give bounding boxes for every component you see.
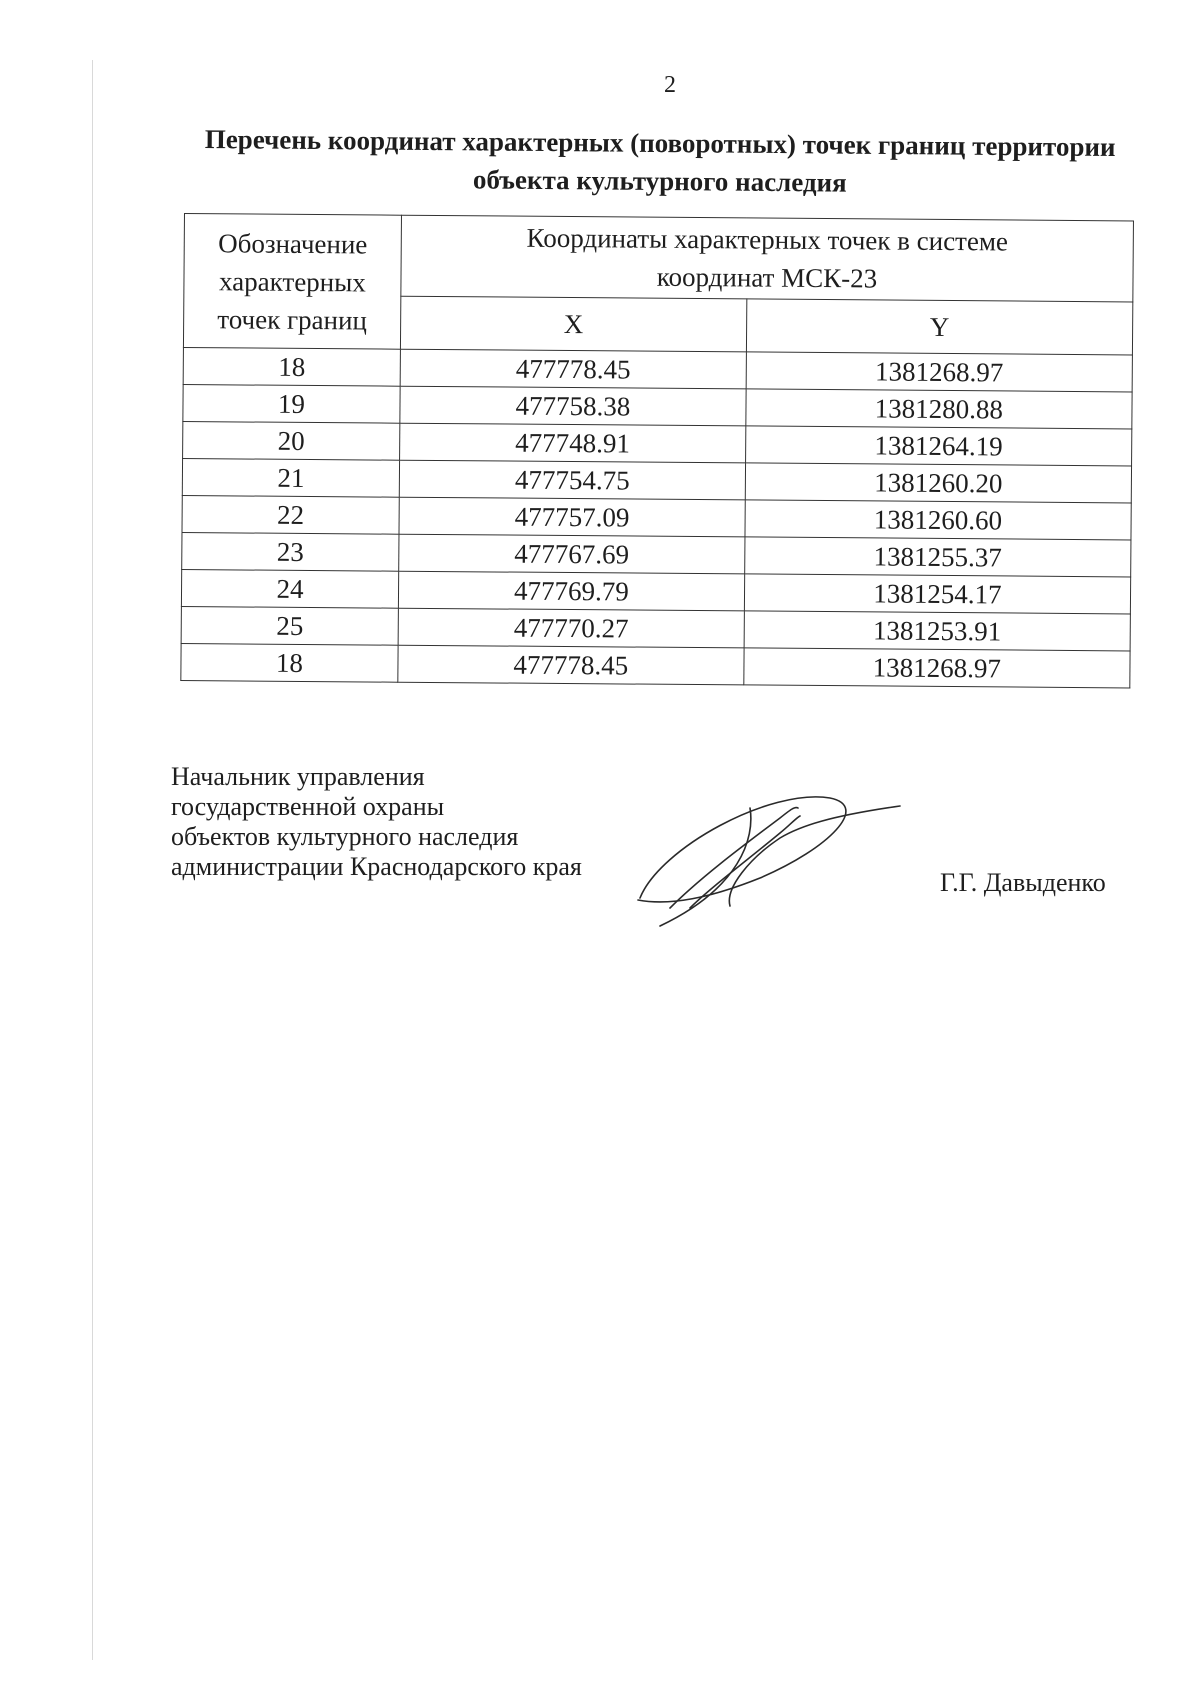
cell-y: 1381280.88 xyxy=(746,389,1132,429)
cell-x: 477770.27 xyxy=(398,608,744,648)
page-number: 2 xyxy=(664,72,676,98)
coordinates-table xyxy=(180,213,1134,688)
cell-x: 477758.38 xyxy=(400,386,746,426)
cell-y: 1381255.37 xyxy=(744,537,1130,577)
title-line-2: объекта культурного наследия xyxy=(472,164,847,198)
cell-y: 1381268.97 xyxy=(744,648,1130,688)
header-x: X xyxy=(400,296,746,352)
table-row xyxy=(181,643,1130,687)
position-line-1: Начальник управления xyxy=(171,762,425,791)
cell-y: 1381254.17 xyxy=(744,574,1130,614)
cell-x: 477757.09 xyxy=(399,497,745,537)
header-point-line-1: Обозначение xyxy=(218,227,368,259)
header-point-line-3: точек границ xyxy=(217,303,368,335)
header-point-line-2: характерных xyxy=(218,265,366,297)
header-coordinates xyxy=(401,215,1134,302)
cell-point: 19 xyxy=(183,384,400,423)
position-line-3: объектов культурного наследия xyxy=(171,822,519,851)
cell-x: 477748.91 xyxy=(400,423,746,463)
cell-x: 477769.79 xyxy=(398,571,744,611)
position-line-4: администрации Краснодарского края xyxy=(171,852,582,881)
cell-point: 23 xyxy=(182,532,399,571)
cell-point: 20 xyxy=(183,421,400,460)
cell-x: 477767.69 xyxy=(399,534,745,574)
cell-point: 18 xyxy=(181,643,398,682)
cell-x: 477754.75 xyxy=(399,460,745,500)
position-line-2: государственной охраны xyxy=(171,792,445,821)
header-y: Y xyxy=(746,299,1133,355)
cell-point: 18 xyxy=(183,347,400,386)
margin-line xyxy=(92,60,93,1660)
title-line-1: Перечень координат характерных (поворотных) точек границ территории xyxy=(204,124,1116,162)
cell-point: 25 xyxy=(181,606,398,645)
cell-point: 22 xyxy=(182,495,399,534)
header-coords-line-1: Координаты характерных точек в системе xyxy=(526,222,1009,257)
cell-point: 24 xyxy=(181,569,398,608)
handwritten-signature xyxy=(630,778,910,928)
signer-name: Г.Г. Давыденко xyxy=(940,868,1106,897)
cell-y: 1381260.20 xyxy=(745,463,1131,503)
document-title xyxy=(180,120,1141,204)
header-point-designation xyxy=(183,214,401,350)
cell-y: 1381264.19 xyxy=(745,426,1131,466)
cell-x: 477778.45 xyxy=(398,645,744,685)
cell-x: 477778.45 xyxy=(400,349,746,389)
coordinates-table-wrapper xyxy=(180,213,1134,688)
header-coords-line-2: координат МСК-23 xyxy=(656,261,878,294)
cell-point: 21 xyxy=(182,458,399,497)
cell-y: 1381260.60 xyxy=(745,500,1131,540)
cell-y: 1381268.97 xyxy=(746,352,1132,392)
cell-y: 1381253.91 xyxy=(744,611,1130,651)
signatory-position xyxy=(171,762,582,882)
